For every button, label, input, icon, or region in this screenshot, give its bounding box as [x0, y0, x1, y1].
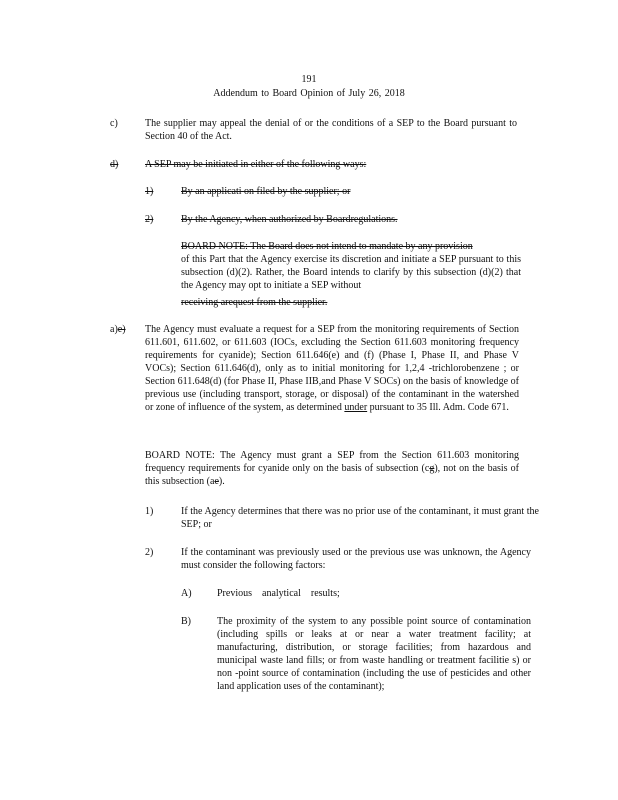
section-c-text: The supplier may appeal the denial of or the conditions of a SEP to the Board pursuant to Section 40 of the Act. [145, 118, 517, 142]
section-d-item-2-label: 2) [145, 214, 154, 225]
section-a-item-2-text: If the contaminant was previously used or the previous use was unknown, the Agency must consider the following factors: [181, 547, 531, 571]
subitem-b-text: The proximity of the system to any possible point source of contamination (including spills or leaks at or near a water treatment facility; at manufacturing, distribution, or storage facilities; from hazardous and municipal waste land fills; or from waste handling or treatment facilitie s) or non -point source of contamination (including the use of pesticides and other land application uses of the contaminant); [217, 616, 531, 692]
subitem-a-text: Previous analytical results; [217, 588, 340, 599]
section-a-item-1-text: If the Agency determines that there was no prior use of the contaminant, it must grant the SEP; or [181, 506, 539, 530]
section-a-text-pre: The Agency must evaluate a request for a SEP from the monitoring requirements of Section 611.601, 611.602, or 611.603 (IOCs, excluding the Section 611.603 monitoring frequency requirements for cyanide); Section 611.646(e) and (f) (Phase I, Phase II, and Phase V VOCs); Section 611.646(d), only as to initial monitoring for 1,2,4 -trichlorobenzene ; or Section 611.648(d) (for Phase II, Phase IIB,and Phase V SOCs) on the basis of knowledge of previous use (including transport, storage, or disposal) of the contaminant in the watershed or zone of influence of the system, as determined [145, 324, 519, 413]
section-d-item-1-text: By an applicati on filed by the supplier; or [181, 186, 351, 197]
section-a-label-new: a) [110, 324, 118, 335]
section-a-item-1-label: 1) [145, 506, 154, 517]
section-c-label: c) [110, 118, 118, 129]
board-note-a-deleted-1: g [429, 463, 435, 474]
section-d-item-1-label: 1) [145, 186, 154, 197]
board-note-a-post: ). [218, 476, 225, 487]
section-d-text: A SEP may be initiated in either of the following ways: [145, 159, 367, 170]
subitem-a-label: A) [181, 588, 192, 599]
section-a-text-inserted: under [344, 402, 368, 413]
board-note-a-pre: BOARD NOTE: The Agency must grant a SEP from the Section 611.603 monitoring frequency requirements for cyanide only on the basis of subsection (c [145, 450, 519, 474]
section-a-label [110, 323, 126, 336]
board-note-a-mid: ), not on the basis of this subsection (a [145, 463, 519, 487]
section-a-label-old: e) [117, 324, 126, 335]
board-note-d-body: of this Part that the Agency exercise its discretion and initiate a SEP pursuant to this subsection (d)(2). Rather, the Board intends to clarify by this subsection (d)(2) that the Agency may opt to initiate a SEP without [181, 254, 521, 291]
page-subtitle: Addendum to Board Opinion of July 26, 2018 [213, 88, 405, 99]
section-a-item-2-label: 2) [145, 547, 154, 558]
board-note-d-last: receiving arequest from the supplier. [181, 297, 328, 308]
board-note-a-deleted-2: e [214, 476, 219, 487]
board-note-d-line1: BOARD NOTE: The Board does not intend to mandate by any provision [181, 241, 473, 252]
section-a-text [145, 323, 519, 414]
section-d-item-2-text: By the Agency, when authorized by Boardregulations. [181, 214, 398, 225]
section-a-text-post: pursuant to 35 Ill. Adm. Code 671. [367, 402, 509, 413]
section-d-label: d) [110, 159, 119, 170]
page-number: 191 [301, 74, 317, 85]
subitem-b-label: B) [181, 616, 191, 627]
board-note-a [145, 449, 519, 488]
